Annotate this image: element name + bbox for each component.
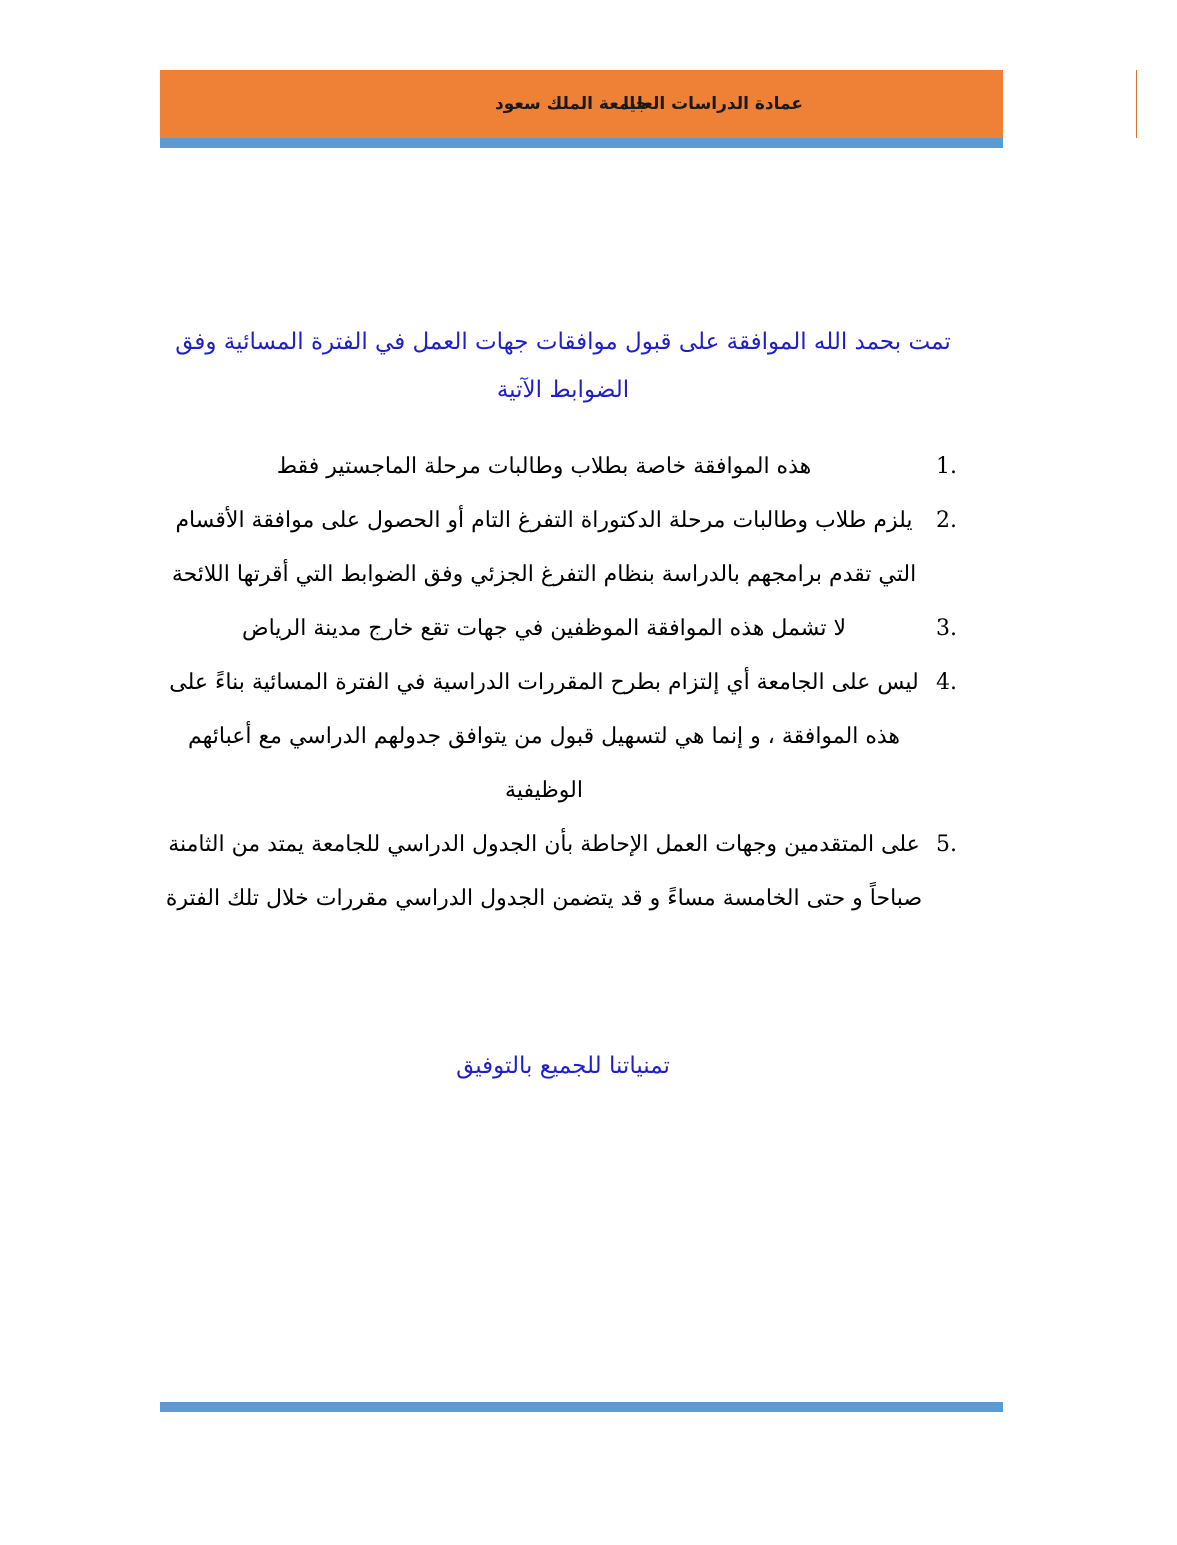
header-divider <box>1136 70 1137 138</box>
rule-number: 1. <box>936 454 957 479</box>
closing-text: تمنياتنا للجميع بالتوفيق <box>456 1053 670 1079</box>
rule-number: 5. <box>936 832 957 857</box>
rule-number: 2. <box>936 508 957 533</box>
university-title: جامعة الملك سعود <box>495 94 648 114</box>
rule-item-4 <box>165 656 975 818</box>
rule-text: هذه الموافقة خاصة بطلاب وطالبات مرحلة الماجستير فقط <box>276 454 812 479</box>
rule-item-3 <box>165 602 975 656</box>
header-rule <box>160 138 1003 148</box>
rule-item-2 <box>165 494 975 602</box>
rules-list <box>165 440 975 926</box>
rule-item-5 <box>165 818 975 926</box>
intro-text: تمت بحمد الله الموافقة على قبول موافقات جهات العمل في الفترة المسائية وفق الضوابط الآتية <box>175 329 951 403</box>
rule-number: 3. <box>936 616 957 641</box>
rule-number: 4. <box>936 670 957 695</box>
deanship-title: عمادة الدراسات العليا <box>623 94 803 114</box>
rule-text: ليس على الجامعة أي إلتزام بطرح المقررات الدراسية في الفترة المسائية بناءً على هذه الموافقة ، و إنما هي لتسهيل قبول من يتوافق جدولهم الدراسي مع أعبائهم الوظيفية <box>169 670 919 803</box>
rule-item-1 <box>165 440 975 494</box>
header-bar <box>160 70 1003 138</box>
footer-rule <box>160 1402 1003 1412</box>
rule-text: لا تشمل هذه الموافقة الموظفين في جهات تقع خارج مدينة الرياض <box>241 616 847 641</box>
rule-text: يلزم طلاب وطالبات مرحلة الدكتوراة التفرغ التام أو الحصول على موافقة الأقسام التي تقدم برامجهم بالدراسة بنظام التفرغ الجزئي وفق الضوابط التي أقرتها اللائحة <box>171 508 917 587</box>
rule-text: على المتقدمين وجهات العمل الإحاطة بأن الجدول الدراسي للجامعة يمتد من الثامنة صباحاً و حتى الخامسة مساءً و قد يتضمن الجدول الدراسي مقررات خلال تلك الفترة <box>165 832 923 911</box>
